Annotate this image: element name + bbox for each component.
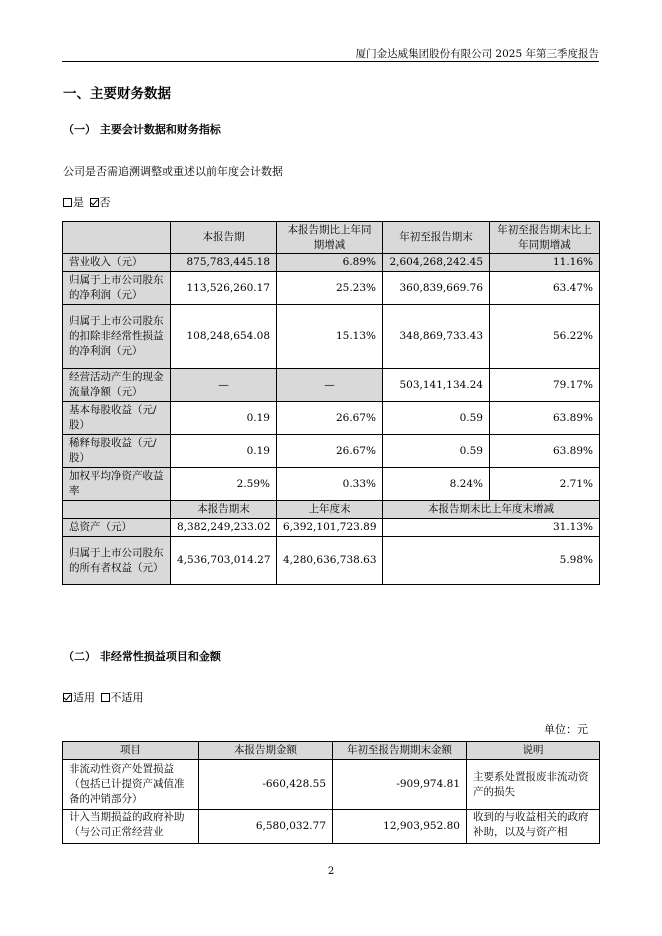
table-row [63, 254, 600, 272]
cell-value: 8,382,249,233.02 [171, 519, 277, 537]
header-cell: 年初至报告期期末金额 [333, 742, 467, 760]
cell-value: -909,974.81 [333, 760, 467, 810]
row-label: 经营活动产生的现金流量净额（元） [63, 369, 171, 402]
cell-value: 0.19 [171, 402, 277, 435]
header-cell: 本报告期比上年同期增减 [277, 222, 383, 254]
row-label: 归属于上市公司股东的扣除非经常性损益的净利润（元） [63, 305, 171, 369]
not-applicable-label: 不适用 [110, 691, 144, 704]
item-label [63, 810, 199, 844]
cell-value: 0.59 [383, 402, 490, 435]
item-label-text: 计入当期损益的政府补助（与公司正常经营业 [69, 811, 185, 838]
cell-value: 348,869,733.43 [383, 305, 490, 369]
cell-value: 0.33% [277, 468, 383, 501]
yes-label: 是 [73, 196, 84, 209]
cell-value: -660,428.55 [199, 760, 333, 810]
header-cell: 年初至报告期末比上年同期增减 [490, 222, 600, 254]
cell-value: 2.59% [171, 468, 277, 501]
cell-value: — [277, 369, 383, 402]
header-cell: 年初至报告期末 [383, 222, 490, 254]
note-cell: 主要系处置报废非流动资产的损失 [467, 760, 600, 810]
cell-value: 5.98% [383, 537, 600, 585]
cell-value: 0.59 [383, 435, 490, 468]
subsection-title-non-recurring: （二） 非经常性损益项目和金额 [63, 650, 221, 663]
cell-value: 108,248,654.08 [171, 305, 277, 369]
header-divider [62, 61, 599, 62]
cell-value: 2,604,268,242.45 [383, 254, 490, 272]
cell-value: 8.24% [383, 468, 490, 501]
cell-value: 26.67% [277, 435, 383, 468]
header-cell: 项目 [63, 742, 199, 760]
yes-checkbox[interactable] [63, 198, 72, 207]
cell-value: 11.16% [490, 254, 600, 272]
cell-value: 6.89% [277, 254, 383, 272]
table-row [63, 810, 600, 844]
cell-value: 79.17% [490, 369, 600, 402]
row-label: 基本每股收益（元/股） [63, 402, 171, 435]
no-checkbox[interactable] [90, 198, 99, 207]
cell-value: 31.13% [383, 519, 600, 537]
table-row [63, 435, 600, 468]
applicability-options [63, 689, 144, 705]
no-label: 否 [99, 196, 111, 209]
restatement-question: 公司是否需追溯调整或重述以前年度会计数据 [63, 165, 283, 178]
subsection-title-accounting-data: （一） 主要会计数据和财务指标 [63, 123, 221, 136]
cell-value: 6,392,101,723.89 [277, 519, 383, 537]
cell-value: 0.19 [171, 435, 277, 468]
cell-value: 63.89% [490, 435, 600, 468]
cell-value: 4,536,703,014.27 [171, 537, 277, 585]
header-cell: 说明 [467, 742, 600, 760]
table-row [63, 369, 600, 402]
table-row [63, 272, 600, 305]
applicable-label: 适用 [73, 691, 95, 704]
cell-value: 113,526,260.17 [171, 272, 277, 305]
cell-value: 12,903,952.80 [333, 810, 467, 844]
table-subheader-row [63, 501, 600, 519]
page-number: 2 [327, 866, 335, 877]
row-label: 总资产（元） [63, 519, 171, 537]
cell-value: 63.89% [490, 402, 600, 435]
cell-value: 360,839,669.76 [383, 272, 490, 305]
cell-value: 25.23% [277, 272, 383, 305]
cell-value: — [171, 369, 277, 402]
main-financial-data-table [62, 221, 600, 585]
unit-label: 单位：元 [544, 723, 588, 736]
header-cell: 本报告期金额 [199, 742, 333, 760]
table-header-row [63, 742, 600, 760]
table-row [63, 402, 600, 435]
table-header-row [63, 222, 600, 254]
header-cell: 本报告期末 [171, 501, 277, 519]
header-cell [63, 501, 171, 519]
row-label: 稀释每股收益（元/股） [63, 435, 171, 468]
table-row [63, 468, 600, 501]
table-row [63, 537, 600, 585]
restatement-options [63, 194, 111, 210]
row-label: 加权平均净资产收益率 [63, 468, 171, 501]
header-cell: 本报告期 [171, 222, 277, 254]
not-applicable-checkbox[interactable] [101, 693, 110, 702]
header-cell: 本报告期末比上年度末增减 [383, 501, 600, 519]
non-recurring-items-table [62, 741, 600, 844]
cell-value: 15.13% [277, 305, 383, 369]
cell-value: 56.22% [490, 305, 600, 369]
cell-value: 63.47% [490, 272, 600, 305]
table-row [63, 519, 600, 537]
header-cell: 上年度末 [277, 501, 383, 519]
row-label: 归属于上市公司股东的净利润（元） [63, 272, 171, 305]
header-cell [63, 222, 171, 254]
note-cell [467, 810, 600, 844]
report-header: 厦门金达威集团股份有限公司 2025 年第三季度报告 [355, 48, 599, 60]
section-title: 一、主要财务数据 [63, 86, 171, 102]
cell-value: 2.71% [490, 468, 600, 501]
cell-value: 503,141,134.24 [383, 369, 490, 402]
row-label: 归属于上市公司股东的所有者权益（元） [63, 537, 171, 585]
cell-value: 6,580,032.77 [199, 810, 333, 844]
cell-value: 875,783,445.18 [171, 254, 277, 272]
cell-value: 4,280,636,738.63 [277, 537, 383, 585]
table-row [63, 305, 600, 369]
applicable-checkbox[interactable] [63, 693, 72, 702]
item-label: 非流动性资产处置损益（包括已计提资产减值准备的冲销部分） [63, 760, 199, 810]
note-text: 收到的与收益相关的政府补助，以及与资产相 [473, 811, 589, 838]
row-label: 营业收入（元） [63, 254, 171, 272]
table-row [63, 760, 600, 810]
cell-value: 26.67% [277, 402, 383, 435]
